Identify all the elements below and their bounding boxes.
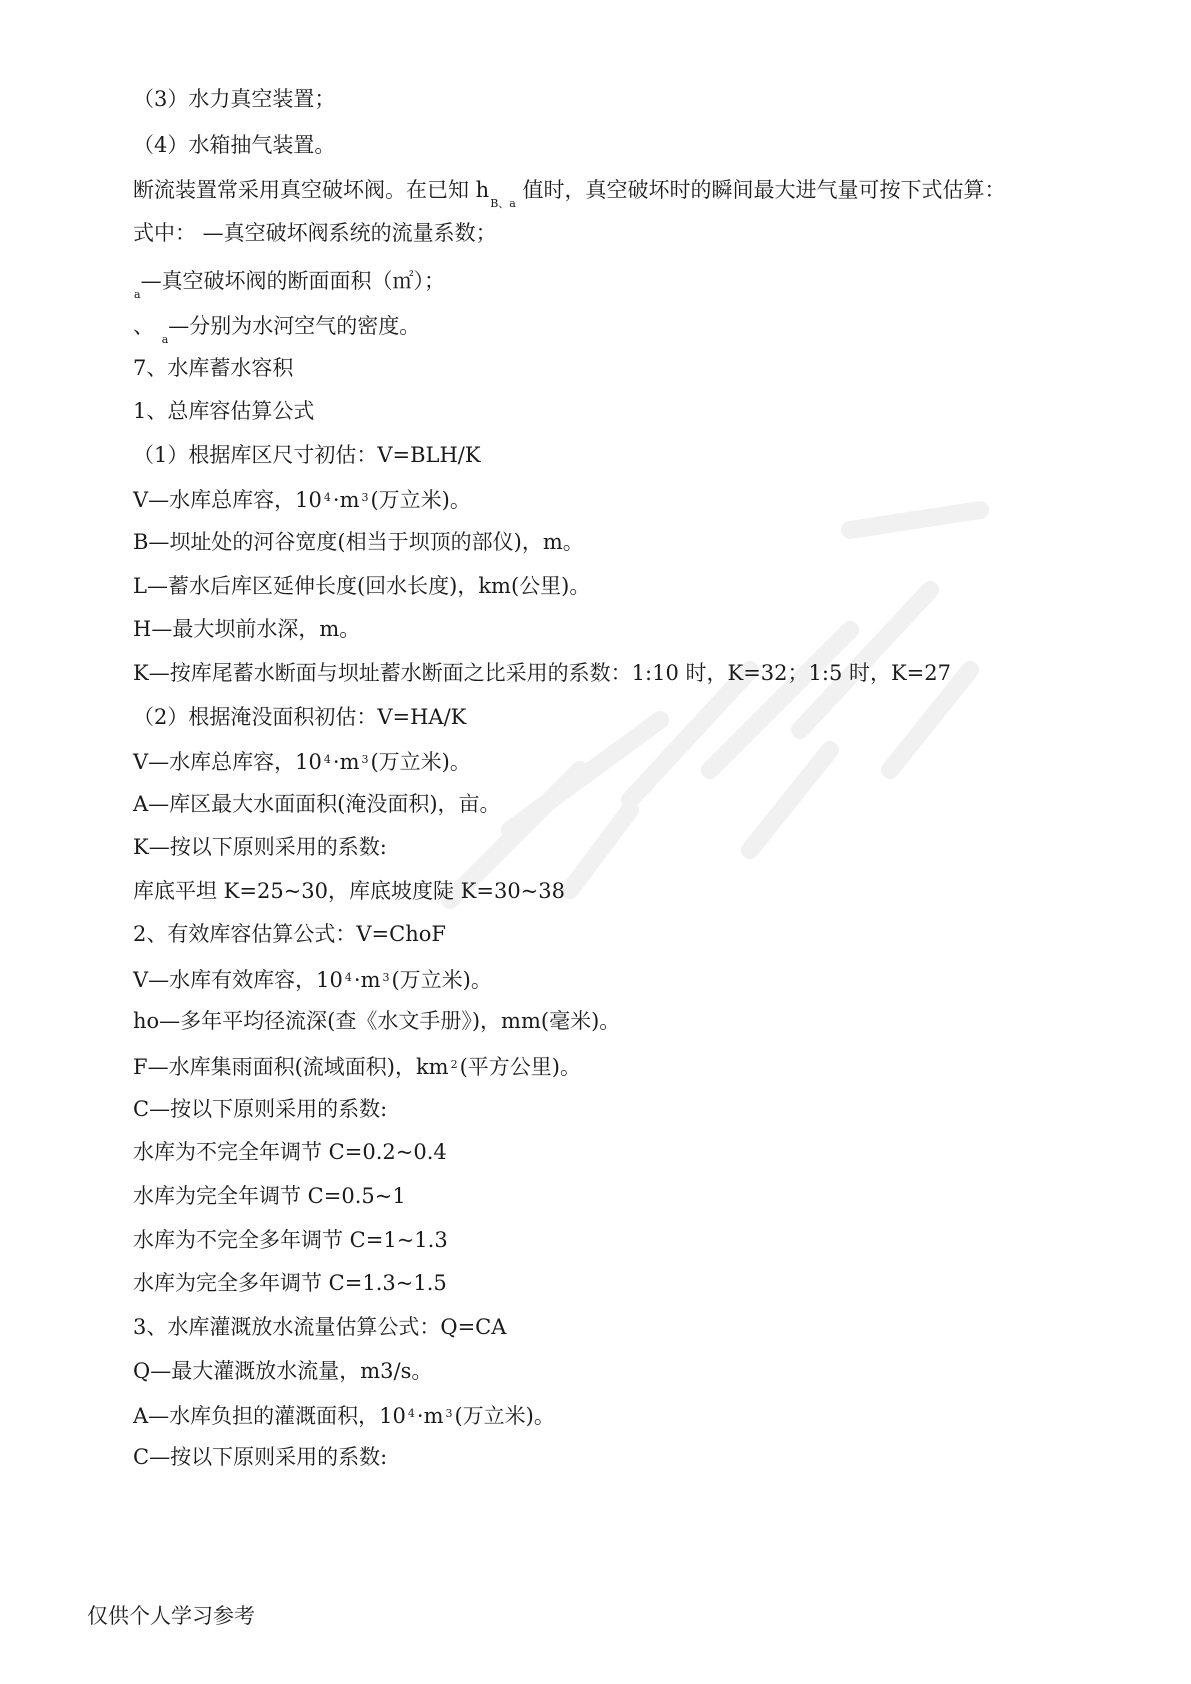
text-line [133, 963, 492, 993]
text-line [133, 266, 446, 301]
text-line [133, 571, 590, 601]
superscript-text: 3 [382, 971, 390, 984]
line-text: A—库区最大水面面积(淹没面积)，亩。 [133, 792, 501, 816]
line-text: ho—多年平均径流深(查《水文手册》)，mm(毫米)。 [133, 1009, 621, 1033]
line-text: (万立米)。 [391, 968, 492, 992]
line-text: 库底平坦 K=25~30，库底坡度陡 K=30~38 [133, 879, 565, 903]
line-text: (万立米)。 [454, 1404, 555, 1428]
line-text: (万立米)。 [370, 750, 471, 774]
subscript-text: a [134, 288, 141, 301]
line-text: A—水库负担的灌溉面积，10 [133, 1404, 406, 1428]
text-line [133, 440, 481, 470]
line-text: （2）根据淹没面积初估：V=HA/K [133, 705, 467, 729]
line-text: （4）水箱抽气装置。 [133, 133, 336, 157]
line-text: 值时，真空破坏时的瞬间最大进气量可按下式估算： [515, 178, 1006, 202]
line-text: K—按库尾蓄水断面与坝址蓄水断面之比采用的系数：1:10 时，K=32；1:5 时，K=27 [133, 661, 952, 685]
superscript-text: 3 [361, 491, 369, 504]
text-line [133, 658, 951, 688]
line-text: ·m [332, 750, 360, 774]
line-text: 断流装置常采用真空破坏阀。在已知 h [133, 178, 490, 202]
text-line [133, 353, 293, 383]
line-text: K—按以下原则采用的系数: [133, 835, 387, 859]
line-text: 水库为完全年调节 C=0.5~1 [133, 1184, 406, 1208]
line-text: B—坝址处的河谷宽度(相当于坝顶的部仪)，m。 [133, 530, 584, 554]
line-text: F—水库集雨面积(流域面积)，km [133, 1055, 449, 1079]
superscript-text: 4 [323, 753, 331, 766]
text-line [133, 832, 387, 862]
text-line [133, 527, 584, 557]
text-line [133, 175, 1006, 210]
text-line [133, 1225, 448, 1255]
text-line [133, 1399, 555, 1429]
line-text: H—最大坝前水深，m。 [133, 617, 361, 641]
line-text: —真空破坏阀的断面面积（㎡）； [140, 269, 446, 293]
line-text: V—水库总库容，10 [133, 750, 322, 774]
subscript-text: B、a [490, 197, 516, 210]
text-line [133, 1006, 620, 1036]
line-text: ·m [332, 488, 360, 512]
text-line [133, 1268, 447, 1298]
line-text: 水库为完全多年调节 C=1.3~1.5 [133, 1271, 447, 1295]
line-text: (万立米)。 [370, 488, 471, 512]
line-text: 2、有效库容估算公式：V=ChoF [133, 922, 446, 946]
superscript-text: 4 [407, 1407, 415, 1420]
line-text: （1）根据库区尺寸初估：V=BLH/K [133, 443, 481, 467]
line-text: (平方公里)。 [459, 1055, 581, 1079]
subscript-text: a [161, 333, 169, 346]
line-text: 水库为不完全多年调节 C=1~1.3 [133, 1228, 448, 1252]
text-line [133, 789, 501, 819]
line-text: 、 [133, 314, 161, 338]
text-line [133, 1442, 387, 1472]
text-line [133, 483, 471, 513]
text-line [133, 396, 314, 426]
text-line [133, 876, 565, 906]
superscript-text: 4 [323, 491, 331, 504]
line-text: L—蓄水后库区延伸长度(回水长度)，km(公里)。 [133, 574, 591, 598]
superscript-text: 3 [445, 1407, 453, 1420]
text-line [133, 130, 335, 160]
line-text: Q—最大灌溉放水流量，m3/s。 [133, 1359, 433, 1383]
text-line [133, 218, 497, 248]
line-text: 式中： —真空破坏阀系统的流量系数； [133, 221, 497, 245]
text-line [133, 1050, 581, 1080]
line-text: （3）水力真空装置； [133, 87, 336, 111]
superscript-text: 3 [361, 753, 369, 766]
text-line [133, 1137, 447, 1167]
line-text: ·m [416, 1404, 444, 1428]
line-text: C—按以下原则采用的系数: [133, 1445, 388, 1469]
line-text: 7、水库蓄水容积 [133, 356, 294, 380]
text-line [133, 311, 421, 346]
superscript-text: 4 [344, 971, 352, 984]
text-line [133, 919, 446, 949]
text-line [133, 745, 471, 775]
text-line [133, 702, 466, 732]
line-text: ·m [353, 968, 381, 992]
line-text: V—水库总库容，10 [133, 488, 322, 512]
line-text: —分别为水河空气的密度。 [168, 314, 421, 338]
line-text: 3、水库灌溉放水流量估算公式：Q=CA [133, 1315, 507, 1339]
footer-note: 仅供个人学习参考 [87, 1604, 255, 1628]
text-line [133, 1094, 387, 1124]
line-text: V—水库有效库容，10 [133, 968, 343, 992]
text-line [133, 614, 360, 644]
line-text: 1、总库容估算公式 [133, 399, 315, 423]
text-line [133, 1312, 506, 1342]
line-text: C—按以下原则采用的系数: [133, 1097, 388, 1121]
superscript-text: 2 [450, 1058, 458, 1071]
text-line [133, 1356, 432, 1386]
line-text: 水库为不完全年调节 C=0.2~0.4 [133, 1140, 447, 1164]
text-line [133, 84, 335, 114]
text-line [133, 1181, 406, 1211]
